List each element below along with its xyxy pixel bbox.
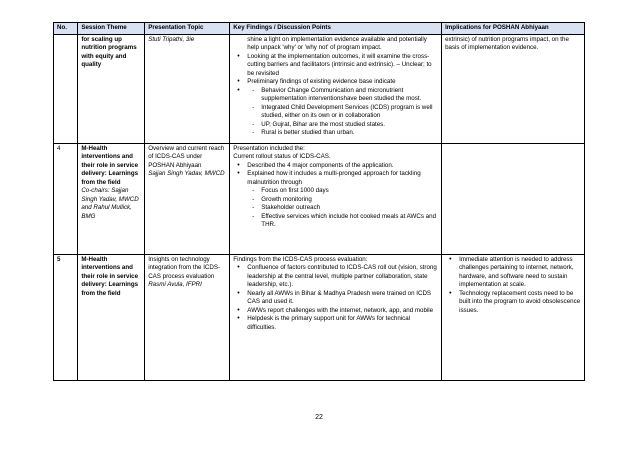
list-item: • AWWs report challenges with the internet, network, app, and mobile	[247, 307, 439, 316]
list-item: - Effective services which include hot cooked meals at AWCs and THR.	[261, 213, 439, 230]
list-item	[247, 87, 439, 138]
header-implications: Implications for POSHAN Abhiyaan	[442, 23, 585, 35]
table-row	[54, 34, 585, 143]
row2-theme	[78, 143, 145, 254]
row2-findings-lead: Presentation included the:	[233, 144, 305, 152]
table-header-row	[54, 23, 585, 35]
list-item: - Stakeholder outreach	[261, 204, 439, 213]
list-item: • Looking at the implementation outcomes, it will examine the cross-cutting barriers and facilitators (intrinsic and extrinsic). – Unclear; to be revisited	[247, 53, 439, 79]
row2-sublist	[247, 187, 439, 230]
row2-topic-text: Overview and current reach of ICDS-CAS under POSHAN Abhiyaan	[148, 144, 225, 169]
row1-findings-lead: shine a light on implementation evidence available and potentially help unpack 'why' or 'why not' of program impact.	[247, 35, 427, 51]
row1-no	[54, 34, 78, 143]
header-presentation-topic: Presentation Topic	[145, 23, 230, 35]
row3-findings	[230, 254, 442, 380]
list-item: - • Behavior Change Communication and micronutrient supplementation interventionshave been studied the most.	[261, 87, 439, 104]
row3-implications	[442, 254, 585, 380]
table-row	[54, 143, 585, 254]
row3-implications-list	[445, 256, 582, 316]
row3-topic-text: Insights on technology integration from the ICDS-CAS process evaluation	[148, 255, 221, 280]
row1-topic	[145, 34, 230, 143]
row1-findings	[230, 34, 442, 143]
row3-topic	[145, 254, 230, 380]
list-item: • Helpdesk is the primary support unit for AWWs for technical difficulties.	[247, 315, 439, 332]
list-item: - UP, Gujrat, Bihar are the most studied states.	[261, 121, 439, 130]
row2-topic	[145, 143, 230, 254]
list-item	[247, 170, 439, 230]
row1-findings-list	[233, 53, 439, 138]
page-number: 22	[315, 414, 323, 421]
list-item: • Confluence of factors contributed to ICDS-CAS roll out (vision, strong leadership at the central level, multiple partner collaboration, state leadership, etc.).	[247, 264, 439, 290]
row2-bullet-text: Explained how it includes a multi-pronged approach for tackling malnutrition through	[247, 170, 421, 186]
row3-findings-list	[233, 264, 439, 332]
row2-cochairs: Co-chairs: Sajjan Singh Yadav, MWCD and Rahul Mullick, BMG	[81, 187, 139, 220]
row2-findings-lead2: Current rollout status of ICDS-CAS.	[233, 153, 331, 160]
header-no: No.	[54, 23, 78, 35]
row2-no: 4	[54, 143, 78, 254]
row1-theme-text: for scaling up nutrition programs with equity and quality	[81, 35, 137, 68]
row3-no: 5	[54, 254, 78, 380]
row3-theme: M-Health interventions and their role in service delivery: Learnings from the field	[78, 254, 145, 380]
list-item: - Rural is better studied than urban.	[261, 129, 439, 138]
list-item: • Technology replacement costs need to be built into the program to avoid obsolescence issues.	[459, 290, 582, 316]
list-item: - Integrated Child Development Services (ICDS) program is well studied, either on its own or in collaboration	[261, 104, 439, 121]
list-item: • Nearly all AWWs in Bihar & Madhya Pradesh were trained on ICDS CAS and used it.	[247, 290, 439, 307]
header-key-findings: Key Findings / Discussion Points	[230, 23, 442, 35]
row3-findings-lead: Findings from the ICDS-CAS process evaluation:	[233, 255, 368, 263]
row1-implications: extrinsic) of nutrition programs impact, on the basis of implementation evidence.	[442, 34, 585, 143]
list-item: • Preliminary findings of existing evidence base indicate	[247, 78, 439, 87]
row2-implications	[442, 143, 585, 254]
list-item: • Described the 4 major components of the application.	[247, 162, 439, 171]
row2-presenter: Sajjan Singh Yadav, MWCD	[148, 170, 225, 177]
list-item: - Focus on first 1000 days	[261, 187, 439, 196]
row2-findings	[230, 143, 442, 254]
table-row	[54, 254, 585, 380]
row2-findings-list	[233, 162, 439, 230]
findings-table	[53, 22, 585, 381]
list-item: • Immediate attention is needed to address challenges pertaining to internet, network, hardware, and software need to sustain implementation at scale.	[459, 256, 582, 290]
row2-theme-text: M-Health interventions and their role in service delivery: Learnings from the field	[81, 144, 139, 186]
list-item: - Growth monitoring	[261, 196, 439, 205]
row1-theme	[78, 34, 145, 143]
row1-presenter: Stuti Tripathi, 3ie	[148, 35, 195, 43]
header-session-theme: Session Theme	[78, 23, 145, 35]
row1-sublist	[247, 87, 439, 138]
row3-presenter: Rasmi Avula, IFPRI	[148, 281, 202, 288]
